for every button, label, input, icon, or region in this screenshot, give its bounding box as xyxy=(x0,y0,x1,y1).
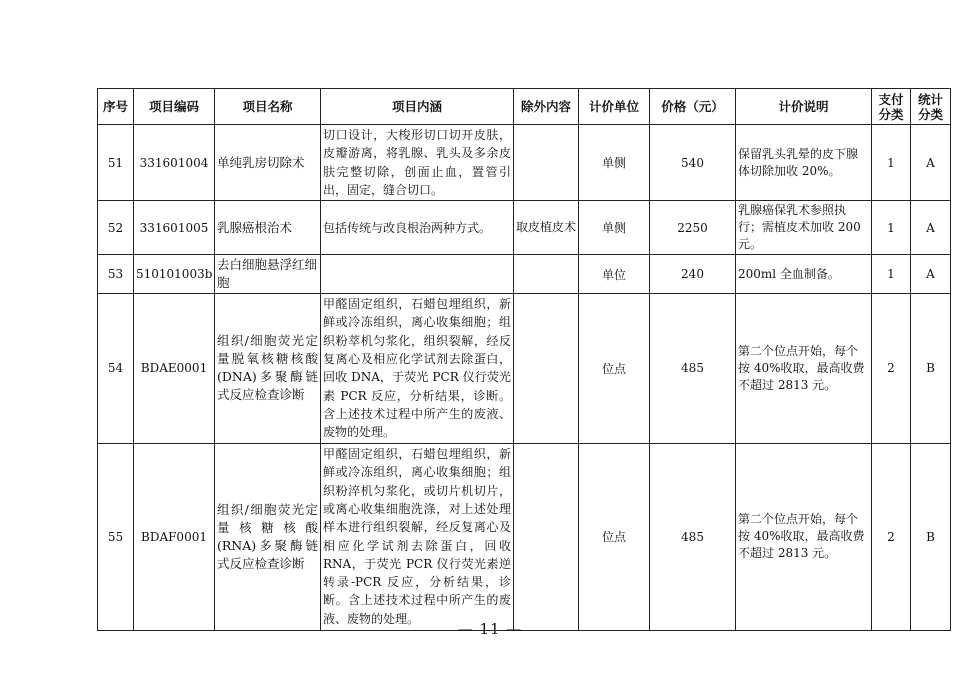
row-unit: 单侧 xyxy=(579,201,650,255)
row-content: 包括传统与改良根治两种方式。 xyxy=(321,201,514,255)
row-price: 485 xyxy=(650,443,736,630)
row-excluded: 取皮植皮术 xyxy=(514,201,579,255)
row-excluded xyxy=(514,443,579,630)
row-pay: 2 xyxy=(872,443,911,630)
row-excluded xyxy=(514,255,579,294)
row-price: 540 xyxy=(650,125,736,201)
row-excluded xyxy=(514,125,579,201)
row-stat: A xyxy=(911,255,951,294)
row-name: 去白细胞悬浮红细胞 xyxy=(215,255,321,294)
row-stat: B xyxy=(911,443,951,630)
row-code: 331601004 xyxy=(134,125,215,201)
row-content: 甲醛固定组织，石蜡包埋组织，新鲜或冷冻组织，离心收集细胞；组织粉萃机匀浆化，组织裂解，经反复离心及相应化学试剂去除蛋白，回收 DNA，于荧光 PCR 仪行荧光素 PCR 反应，分析结果，诊断。含上述技术过程中所产生的废液、废物的处理。 xyxy=(321,294,514,443)
row-name: 组织/细胞荧光定量核糖核酸(RNA)多聚酶链式反应检查诊断 xyxy=(215,443,321,630)
row-code: 331601005 xyxy=(134,201,215,255)
header-row xyxy=(98,89,951,125)
table-row xyxy=(98,294,951,443)
header-cell: 项目内涵 xyxy=(321,89,514,125)
row-pay: 2 xyxy=(872,294,911,443)
row-note: 200ml 全血制备。 xyxy=(736,255,872,294)
row-code: 510101003b xyxy=(134,255,215,294)
row-unit: 单侧 xyxy=(579,125,650,201)
row-stat: A xyxy=(911,201,951,255)
header-cell: 支付分类 xyxy=(872,89,911,125)
row-note: 保留乳头乳晕的皮下腺体切除加收 20%。 xyxy=(736,125,872,201)
header-cell: 计价单位 xyxy=(579,89,650,125)
header-cell: 除外内容 xyxy=(514,89,579,125)
row-code: BDAF0001 xyxy=(134,443,215,630)
row-excluded xyxy=(514,294,579,443)
row-no: 51 xyxy=(98,125,134,201)
row-unit: 位点 xyxy=(579,294,650,443)
row-note: 第二个位点开始，每个按 40%收取，最高收费不超过 2813 元。 xyxy=(736,443,872,630)
page-number: — 11 — xyxy=(457,620,523,638)
row-no: 54 xyxy=(98,294,134,443)
row-no: 55 xyxy=(98,443,134,630)
row-price: 240 xyxy=(650,255,736,294)
row-pay: 1 xyxy=(872,125,911,201)
row-unit: 位点 xyxy=(579,443,650,630)
table-row xyxy=(98,255,951,294)
header-cell: 序号 xyxy=(98,89,134,125)
row-pay: 1 xyxy=(872,255,911,294)
row-content: 甲醛固定组织，石蜡包埋组织，新鲜或冷冻组织，离心收集细胞；组织粉淬机匀浆化，或切片机切片，或离心收集细胞洗涤，对上述处理样本进行组织裂解，经反复离心及相应化学试剂去除蛋白，回收 RNA，于荧光 PCR 仪行荧光素逆转录-PCR 反应，分析结果，诊断。含上述技术过程中所产生的废液、废物的处理。 xyxy=(321,443,514,630)
table-row xyxy=(98,125,951,201)
row-note: 第二个位点开始，每个按 40%收取，最高收费不超过 2813 元。 xyxy=(736,294,872,443)
row-stat: A xyxy=(911,125,951,201)
header-cell: 项目名称 xyxy=(215,89,321,125)
row-no: 52 xyxy=(98,201,134,255)
row-stat: B xyxy=(911,294,951,443)
row-content: 切口设计，大梭形切口切开皮肤，皮瓣游离，将乳腺、乳头及多余皮肤完整切除，创面止血，置管引出，固定，缝合切口。 xyxy=(321,125,514,201)
header-cell: 价格（元） xyxy=(650,89,736,125)
header-cell: 计价说明 xyxy=(736,89,872,125)
fee-table xyxy=(97,88,951,631)
table-row xyxy=(98,443,951,630)
row-price: 2250 xyxy=(650,201,736,255)
row-name: 乳腺癌根治术 xyxy=(215,201,321,255)
table-row xyxy=(98,201,951,255)
row-content xyxy=(321,255,514,294)
row-unit: 单位 xyxy=(579,255,650,294)
row-name: 组织/细胞荧光定量脱氧核糖核酸(DNA)多聚酶链式反应检查诊断 xyxy=(215,294,321,443)
row-price: 485 xyxy=(650,294,736,443)
row-code: BDAE0001 xyxy=(134,294,215,443)
row-pay: 1 xyxy=(872,201,911,255)
row-no: 53 xyxy=(98,255,134,294)
header-cell: 项目编码 xyxy=(134,89,215,125)
header-cell: 统计分类 xyxy=(911,89,951,125)
row-name: 单纯乳房切除术 xyxy=(215,125,321,201)
row-note: 乳腺癌保乳术参照执行；需植皮术加收 200 元。 xyxy=(736,201,872,255)
